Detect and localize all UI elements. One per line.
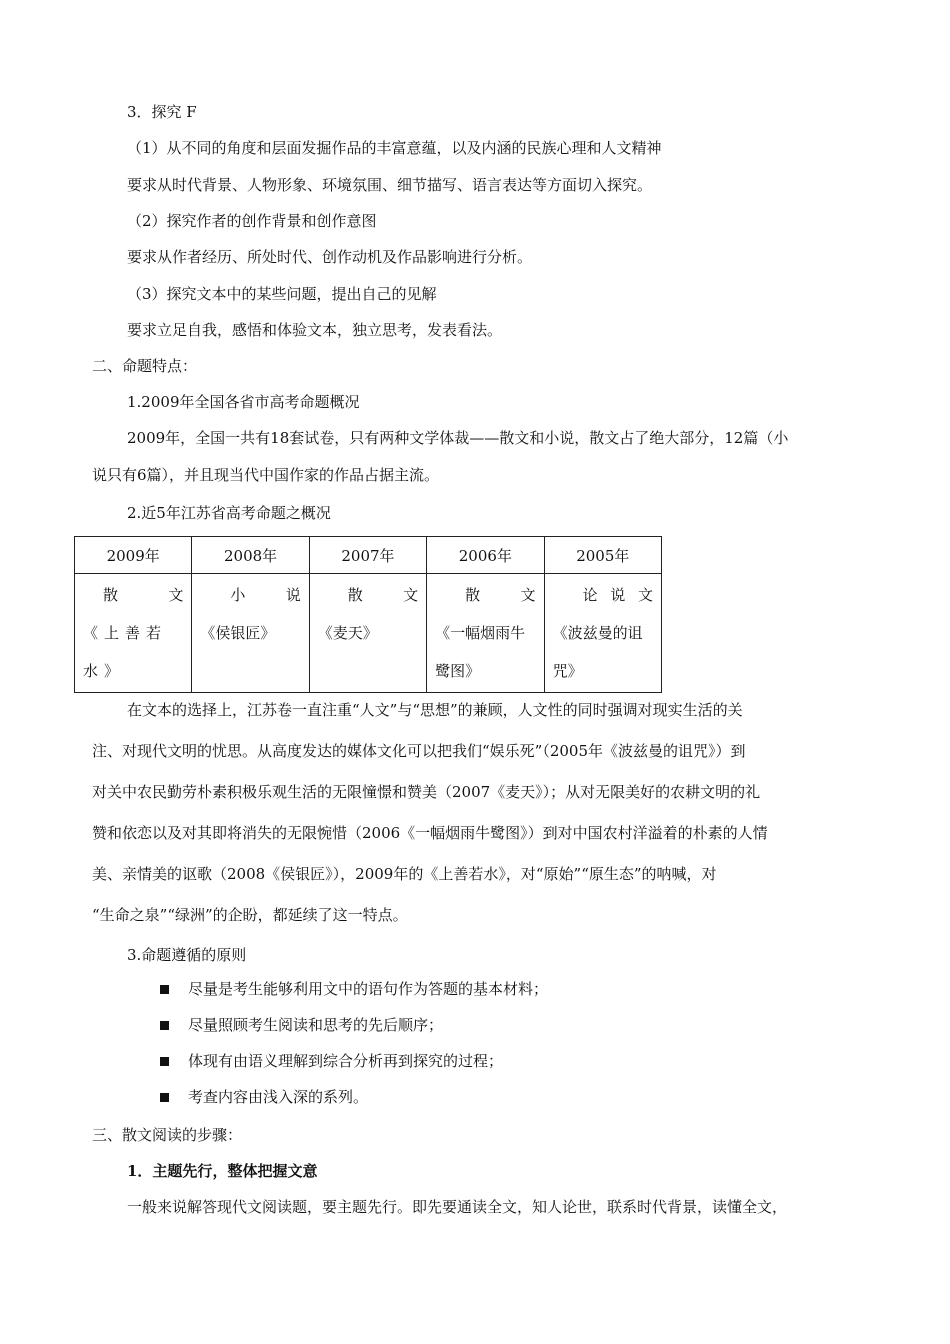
work-title: 《麦天》 <box>317 624 378 642</box>
square-bullet-icon <box>160 1021 169 1030</box>
principle-item: 尽量是考生能够利用文中的语句作为答题的基本材料； <box>188 980 549 998</box>
year-cell: 2005年 <box>544 537 661 574</box>
genre-label: 散 文 <box>103 586 184 604</box>
table-cell <box>544 574 661 693</box>
subsection-heading: 3.命题遵循的原则 <box>127 946 247 964</box>
section-heading: 二、命题特点： <box>92 357 198 375</box>
genre-label: 散 文 <box>347 586 419 604</box>
explore-item-desc: 要求从时代背景、人物形象、环境氛围、细节描写、语言表达等方面切入探究。 <box>127 176 653 194</box>
square-bullet-icon <box>160 985 169 994</box>
paragraph-line: 美、亲情美的讴歌（2008《侯银匠》），2009年的《上善若水》，对“原始”“原生态”的呐喊，对 <box>92 865 717 883</box>
paragraph-line: 在文本的选择上，江苏卷一直注重“人文”与“思想”的兼顾，人文性的同时强调对现实生活的关 <box>127 701 743 719</box>
table-header-row <box>75 537 662 574</box>
square-bullet-icon <box>160 1093 169 1102</box>
year-cell: 2009年 <box>75 537 192 574</box>
year-cell: 2008年 <box>192 537 309 574</box>
paragraph-line: “生命之泉”“绿洲”的企盼，都延续了这一特点。 <box>92 906 408 924</box>
table-cell <box>192 574 309 693</box>
subsection-heading: 2.近5年江苏省高考命题之概况 <box>127 504 331 522</box>
table-cell <box>75 574 192 693</box>
paragraph-line: 赞和依恋以及对其即将消失的无限惋惜（2006《一幅烟雨牛鹭图》）到对中国农村洋溢着的朴素的人情 <box>92 824 768 842</box>
section-heading: 3．探究 F <box>127 103 197 121</box>
paragraph-line: 注、对现代文明的忧思。从高度发达的媒体文化可以把我们“娱乐死”（2005年《波兹曼的诅咒》）到 <box>92 742 746 760</box>
work-title: 《一幅烟雨牛鹭图》 <box>435 624 526 680</box>
section-heading: 三、散文阅读的步骤： <box>92 1126 243 1144</box>
table-cell <box>309 574 426 693</box>
principle-item: 体现有由语义理解到综合分析再到探究的过程； <box>188 1052 504 1070</box>
work-title: 《侯银匠》 <box>200 624 276 642</box>
subsection-heading: 1.2009年全国各省市高考命题概况 <box>127 393 360 411</box>
square-bullet-icon <box>160 1057 169 1066</box>
principle-item: 考查内容由浅入深的系列。 <box>188 1088 369 1106</box>
year-cell: 2006年 <box>427 537 544 574</box>
explore-item-desc: 要求从作者经历、所处时代、创作动机及作品影响进行分析。 <box>127 248 533 266</box>
table-row <box>75 574 662 693</box>
explore-item-title: （1）从不同的角度和层面发掘作品的丰富意蕴，以及内涵的民族心理和人文精神 <box>127 139 662 157</box>
table-cell <box>427 574 544 693</box>
year-cell: 2007年 <box>309 537 426 574</box>
explore-item-title: （3）探究文本中的某些问题，提出自己的见解 <box>127 285 437 303</box>
explore-item-desc: 要求立足自我，感悟和体验文本，独立思考，发表看法。 <box>127 321 503 339</box>
paragraph-line: 对关中农民勤劳朴素积极乐观生活的无限憧憬和赞美（2007《麦天》）；从对无限美好的农耕文明的礼 <box>92 783 761 801</box>
jiangsu-exam-table <box>74 536 662 693</box>
genre-label: 论说文 <box>582 586 653 604</box>
work-title: 《波兹曼的诅咒》 <box>552 624 643 680</box>
genre-label: 小 说 <box>230 586 301 604</box>
genre-label: 散 文 <box>465 586 536 604</box>
step-heading: 1．主题先行，整体把握文意 <box>127 1162 318 1180</box>
paragraph-line: 2009年，全国一共有18套试卷，只有两种文学体裁——散文和小说，散文占了绝大部分，12篇（小 <box>127 429 789 447</box>
paragraph-line: 说只有6篇），并且现当代中国作家的作品占据主流。 <box>92 466 440 484</box>
explore-item-title: （2）探究作者的创作背景和创作意图 <box>127 212 377 230</box>
paragraph-line: 一般来说解答现代文阅读题，要主题先行。即先要通读全文，知人论世，联系时代背景，读懂全文， <box>127 1198 788 1216</box>
work-title: 《上善若水》 <box>83 624 168 680</box>
principle-item: 尽量照顾考生阅读和思考的先后顺序； <box>188 1016 444 1034</box>
